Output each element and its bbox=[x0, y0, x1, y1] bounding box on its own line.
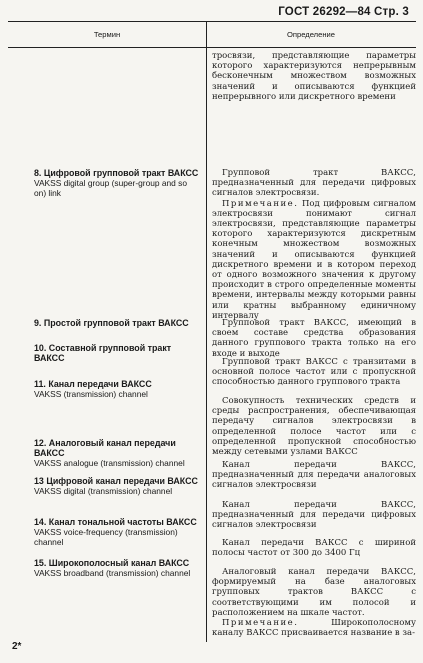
term-12 bbox=[34, 438, 200, 469]
term-14 bbox=[34, 517, 200, 548]
term-title: 12. Аналоговый канал передачи ВАКСС bbox=[34, 438, 176, 459]
definition-note bbox=[212, 618, 416, 638]
term-title: 14. Канал тональной частоты ВАКСС bbox=[34, 517, 197, 527]
term-english: VAKSS voice-frequency (transmission) channel bbox=[34, 527, 178, 548]
column-divider bbox=[206, 22, 207, 642]
term-english: VAKSS digital group (super-group and so on) link bbox=[34, 178, 188, 199]
definition-12 bbox=[212, 460, 416, 491]
definition-14 bbox=[212, 538, 416, 558]
definition-text: Групповой тракт ВАКСС с транзитами в основной полосе частот или с пропускной способностью данного группового тракта bbox=[212, 357, 416, 388]
definition-15 bbox=[212, 567, 416, 638]
page-mark: 2* bbox=[12, 641, 22, 652]
term-title: 15. Широкополосный канал ВАКСС bbox=[34, 558, 190, 568]
term-11 bbox=[34, 379, 200, 399]
header-divider bbox=[8, 47, 416, 48]
definition-13 bbox=[212, 500, 416, 531]
page-header: ГОСТ 26292—84 Стр. 3 bbox=[278, 6, 409, 18]
term-title: 10. Составной групповой тракт ВАКСС bbox=[34, 343, 172, 364]
term-english: VAKSS (transmission) channel bbox=[34, 389, 148, 400]
term-title: 9. Простой групповой тракт ВАКСС bbox=[34, 318, 189, 328]
note-text: Широкополосному каналу ВАКСС присваивается название в за- bbox=[212, 618, 416, 639]
definition-11 bbox=[212, 396, 416, 457]
note-text: Под цифровым сигналом электросвязи понимают сигнал электросвязи, представляющие параметры которого характеризуются дискретным конечным множеством возможных значений и описываются функцией дискретного времени и в котором переход от одного возможного значения к другому происходит в строго определенные моменты времени, интервалы между которыми равны или кратны выбранному единичному интервалу bbox=[212, 198, 416, 321]
term-english: VAKSS broadband (transmission) channel bbox=[34, 568, 191, 579]
definition-10 bbox=[212, 357, 416, 388]
definition-continuation bbox=[212, 51, 416, 102]
term-english: VAKSS digital (transmission) channel bbox=[34, 486, 173, 497]
terms-table bbox=[8, 21, 416, 642]
definition-note bbox=[212, 199, 416, 321]
definition-text: Канал передачи ВАКСС с шириной полосы частот от 300 до 3400 Гц bbox=[212, 538, 416, 559]
definition-text: Канал передачи ВАКСС, предназначенный для передачи цифровых сигналов электросвязи bbox=[212, 500, 416, 531]
term-8 bbox=[34, 168, 200, 199]
note-label: Примечание. bbox=[222, 198, 299, 209]
column-header-definition: Определение bbox=[286, 30, 335, 39]
term-title: 8. Цифровой групповой тракт ВАКСС bbox=[34, 168, 199, 178]
definition-text: Групповой тракт ВАКСС, предназначенный для передачи цифровых сигналов электросвязи. bbox=[212, 168, 416, 199]
definition-text: тросвязи, представляющие параметры которого характеризуются непрерывным бесконечным множеством возможных значений и описываются функцией непрерывного или дискретного времени bbox=[212, 51, 416, 102]
term-10 bbox=[34, 343, 200, 363]
column-header-term: Термин bbox=[93, 30, 121, 39]
term-title: 11. Канал передачи ВАКСС bbox=[34, 379, 152, 389]
note-label: Примечание. bbox=[222, 618, 299, 629]
definition-text: Совокупность технических средств и среды распространения, обеспечивающая передачу сигналов электросвязи в определенной полосе частот или с определенной пропускной способностью между сетевыми узлами ВАКСС bbox=[212, 396, 416, 458]
term-title: 13 Цифровой канал передачи ВАКСС bbox=[34, 476, 198, 486]
term-9 bbox=[34, 318, 200, 328]
definition-text: Аналоговый канал передачи ВАКСС, формируемый на базе аналоговых групповых трактов ВАКСС с соответствующими им полосой и расположением на шкале частот. bbox=[212, 567, 416, 618]
definition-8 bbox=[212, 168, 416, 321]
term-15 bbox=[34, 558, 200, 578]
term-english: VAKSS analogue (transmission) channel bbox=[34, 458, 185, 469]
definition-text: Групповой тракт ВАКСС, имеющий в своем составе средства образования данного группового тракта только на его входе и выходе bbox=[212, 318, 416, 359]
definition-9 bbox=[212, 318, 416, 359]
definition-text: Канал передачи ВАКСС, предназначенный для передачи аналоговых сигналов электросвязи bbox=[212, 460, 416, 491]
term-13 bbox=[34, 476, 200, 496]
